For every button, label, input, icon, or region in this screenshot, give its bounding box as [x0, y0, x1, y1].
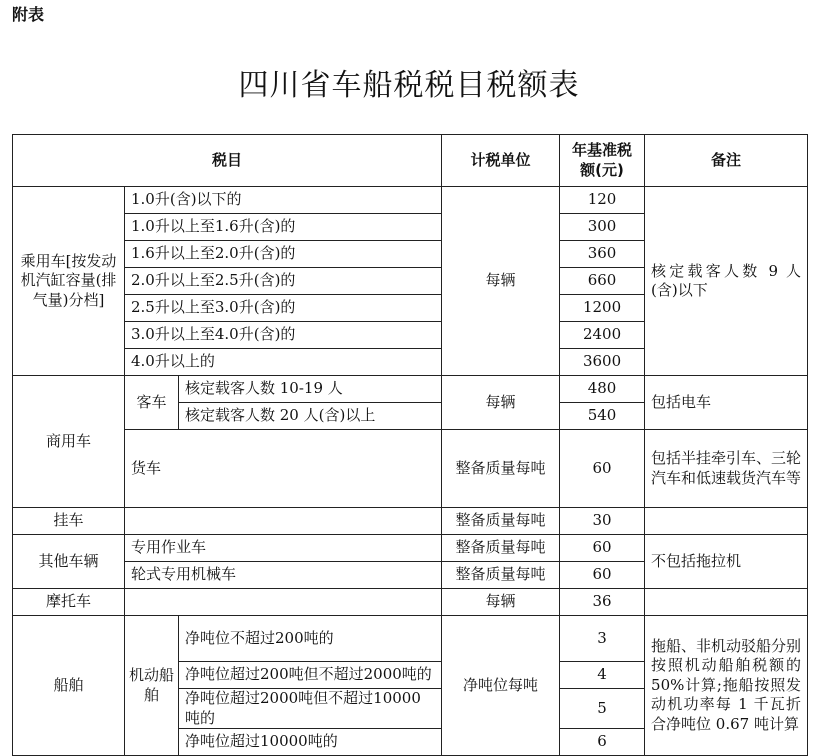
row-rate: 360	[560, 241, 645, 268]
row-rate: 540	[560, 403, 645, 430]
passenger-car-category: 乘用车[按发动机汽缸容量(排气量)分档]	[13, 187, 125, 376]
row-label: 1.0升以上至1.6升(含)的	[125, 214, 442, 241]
header-item: 税目	[13, 135, 442, 187]
header-row	[13, 135, 808, 187]
bus-remark: 包括电车	[645, 376, 808, 430]
header-unit: 计税单位	[442, 135, 560, 187]
row-unit: 整备质量每吨	[442, 562, 560, 589]
empty-cell	[125, 508, 442, 535]
truck-remark: 包括半挂牵引车、三轮汽车和低速载货汽车等	[645, 430, 808, 508]
motorcycle-label: 摩托车	[13, 589, 125, 616]
page-title: 四川省车船税税目税额表	[238, 68, 580, 103]
row-label: 专用作业车	[125, 535, 442, 562]
passenger-car-unit: 每辆	[442, 187, 560, 376]
row-label: 净吨位超过2000吨但不超过10000吨的	[179, 689, 442, 729]
header-remark: 备注	[645, 135, 808, 187]
vessel-remark: 拖船、非机动驳船分别按照机动船舶税额的50%计算;拖船按照发动机功率每 1 千瓦折合净吨位 0.67 吨计算	[645, 616, 808, 756]
row-rate: 5	[560, 689, 645, 729]
truck-label: 货车	[125, 430, 442, 508]
row-unit: 整备质量每吨	[442, 535, 560, 562]
other-remark: 不包括拖拉机	[645, 535, 808, 589]
row-label: 2.0升以上至2.5升(含)的	[125, 268, 442, 295]
bus-label: 客车	[125, 376, 179, 430]
motorcycle-unit: 每辆	[442, 589, 560, 616]
row-rate: 6	[560, 729, 645, 756]
row-rate: 3600	[560, 349, 645, 376]
row-label: 净吨位不超过200吨的	[179, 616, 442, 662]
trailer-unit: 整备质量每吨	[442, 508, 560, 535]
row-label: 1.6升以上至2.0升(含)的	[125, 241, 442, 268]
row-label: 净吨位超过10000吨的	[179, 729, 442, 756]
trailer-label: 挂车	[13, 508, 125, 535]
row-rate: 60	[560, 535, 645, 562]
table-row	[13, 589, 808, 616]
vessel-sub-category: 机动船舶	[125, 616, 179, 756]
table-row	[13, 616, 808, 662]
row-rate: 4	[560, 662, 645, 689]
row-label: 1.0升(含)以下的	[125, 187, 442, 214]
table-row	[13, 508, 808, 535]
row-label: 2.5升以上至3.0升(含)的	[125, 295, 442, 322]
row-rate: 660	[560, 268, 645, 295]
empty-cell	[125, 589, 442, 616]
row-rate: 2400	[560, 322, 645, 349]
vessel-category: 船舶	[13, 616, 125, 756]
row-rate: 480	[560, 376, 645, 403]
empty-cell	[645, 508, 808, 535]
table-row	[13, 535, 808, 562]
bus-unit: 每辆	[442, 376, 560, 430]
tax-rate-table	[12, 134, 808, 756]
vessel-unit: 净吨位每吨	[442, 616, 560, 756]
other-category: 其他车辆	[13, 535, 125, 589]
row-rate: 300	[560, 214, 645, 241]
table-row	[13, 376, 808, 403]
row-label: 轮式专用机械车	[125, 562, 442, 589]
row-rate: 120	[560, 187, 645, 214]
row-label: 净吨位超过200吨但不超过2000吨的	[179, 662, 442, 689]
table-row	[13, 430, 808, 508]
row-label: 4.0升以上的	[125, 349, 442, 376]
header-rate: 年基准税额(元)	[560, 135, 645, 187]
row-rate: 60	[560, 562, 645, 589]
commercial-category: 商用车	[13, 376, 125, 508]
motorcycle-rate: 36	[560, 589, 645, 616]
row-label: 核定载客人数 10-19 人	[179, 376, 442, 403]
annex-label: 附表	[12, 5, 45, 24]
row-label: 核定载客人数 20 人(含)以上	[179, 403, 442, 430]
row-label: 3.0升以上至4.0升(含)的	[125, 322, 442, 349]
table-row	[13, 187, 808, 214]
empty-cell	[645, 589, 808, 616]
truck-rate: 60	[560, 430, 645, 508]
truck-unit: 整备质量每吨	[442, 430, 560, 508]
passenger-car-remark: 核定载客人数 9 人(含)以下	[645, 187, 808, 376]
row-rate: 3	[560, 616, 645, 662]
trailer-rate: 30	[560, 508, 645, 535]
row-rate: 1200	[560, 295, 645, 322]
